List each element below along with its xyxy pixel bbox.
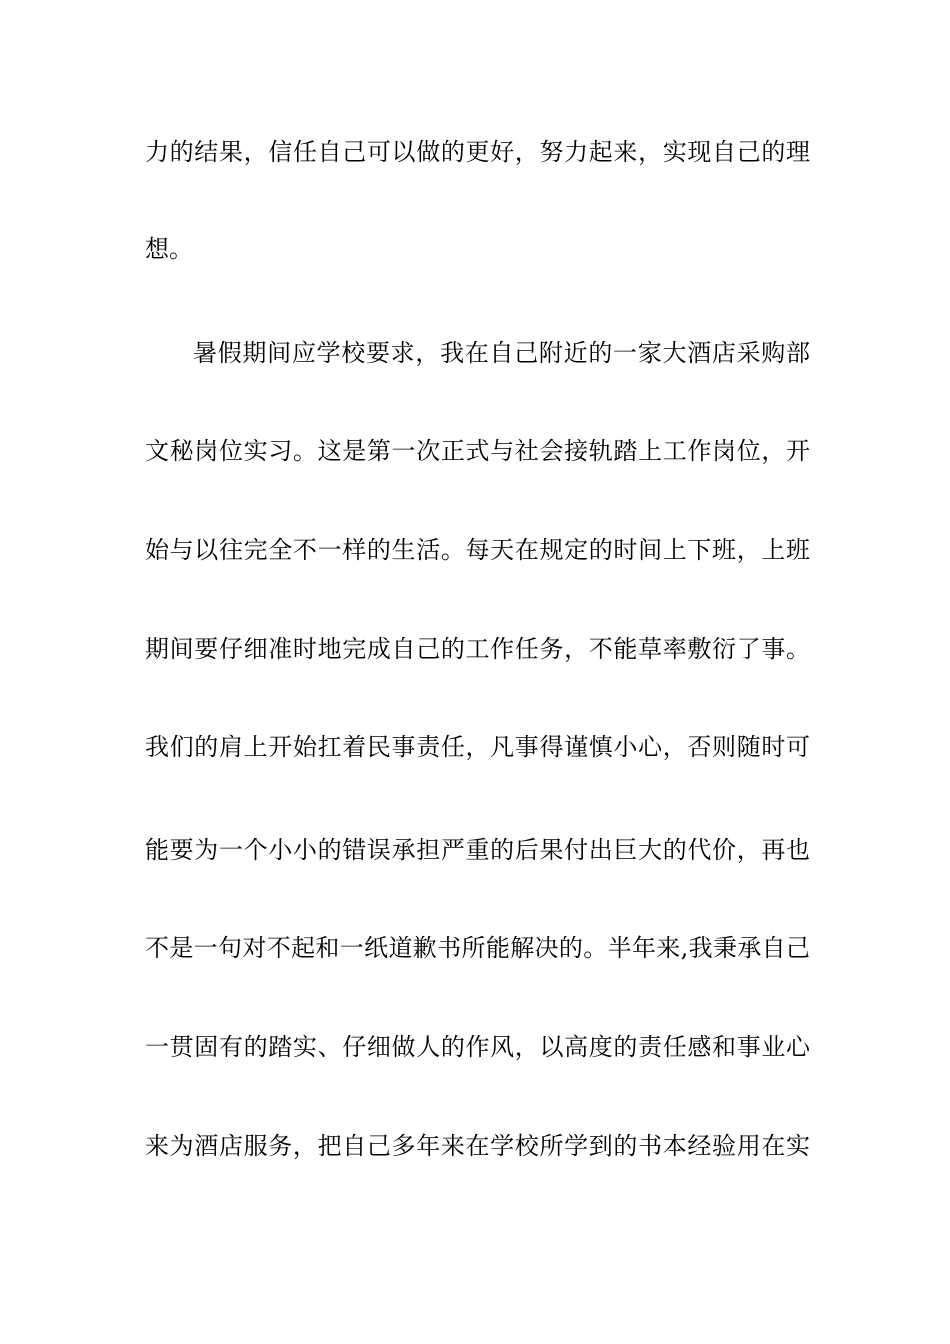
text-line: 不是一句对不起和一纸道歉书所能解决的。半年来,我秉承自己 — [145, 934, 810, 962]
text-line: 暑假期间应学校要求，我在自己附近的一家大酒店采购部 — [193, 339, 810, 367]
text-line: 想。 — [145, 235, 193, 263]
text-line: 能要为一个小小的错误承担严重的后果付出巨大的代价，再也 — [145, 836, 810, 864]
text-line: 来为酒店服务，把自己多年来在学校所学到的书本经验用在实 — [145, 1132, 810, 1160]
text-line: 我们的肩上开始扛着民事责任，凡事得谨慎小心，否则随时可 — [145, 733, 810, 761]
text-line: 期间要仔细准时地完成自己的工作任务，不能草率敷衍了事。 — [145, 635, 810, 663]
text-line: 文秘岗位实习。这是第一次正式与社会接轨踏上工作岗位，开 — [145, 437, 810, 465]
text-line: 一贯固有的踏实、仔细做人的作风，以高度的责任感和事业心 — [145, 1033, 810, 1061]
text-line: 始与以往完全不一样的生活。每天在规定的时间上下班，上班 — [145, 536, 810, 564]
text-line: 力的结果，信任自己可以做的更好，努力起来，实现自己的理 — [145, 138, 810, 166]
